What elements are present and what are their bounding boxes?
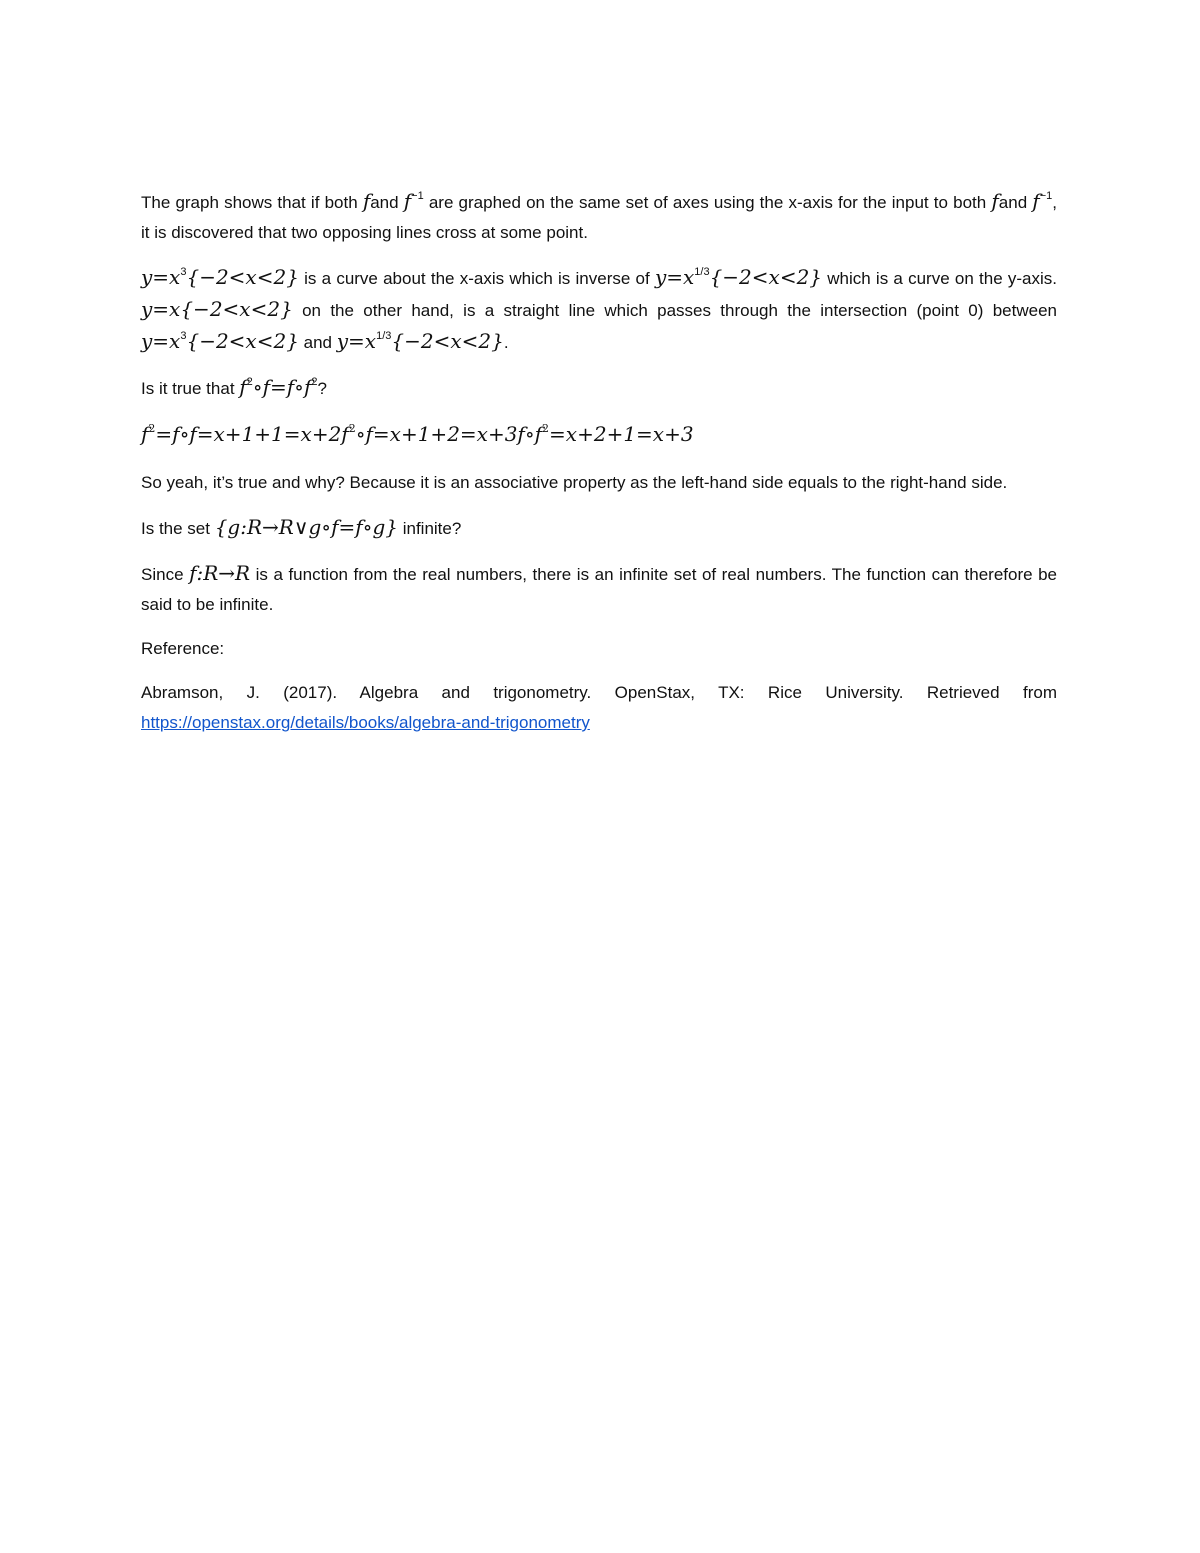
math-superscript: 3 [180, 266, 187, 278]
answer-associative: So yeah, it’s true and why? Because it is an associative property as the left-hand side equals to the right-hand side. [141, 473, 1008, 492]
math-function: f:R→R [189, 561, 251, 585]
math-f: f [362, 189, 371, 213]
math-set: {g:R→R∨g∘f=f∘g} [214, 515, 398, 539]
math-part: ∘f=x+1+2=x+3f∘f [355, 422, 543, 446]
math-f: f [991, 189, 999, 213]
math-equation: ∘f=f∘f [252, 375, 312, 399]
math-superscript: 3 [180, 330, 187, 342]
text-span: which is a curve on the y-axis. [822, 269, 1057, 288]
math-domain: {−2<x<2} [391, 329, 504, 353]
text-span: Since [141, 565, 190, 584]
math-superscript: 2 [542, 422, 550, 435]
math-domain: {−2<x<2} [709, 265, 823, 289]
paragraph-curves [141, 262, 1057, 358]
text-span: and [998, 193, 1033, 212]
math-superscript: 2 [246, 376, 253, 388]
text-span: Is the set [141, 519, 215, 538]
text-span: , it is discovered that two opposing lines cross at some point. [141, 193, 1057, 242]
math-equation: y=x [141, 329, 181, 353]
math-superscript: −1 [411, 190, 424, 202]
equation-line [141, 418, 1057, 450]
answer-infinite [141, 558, 1057, 620]
math-equation: y=x{−2<x<2} [141, 297, 293, 321]
document-body [141, 186, 1057, 752]
math-superscript: 1/3 [376, 330, 392, 342]
math-superscript: 2 [348, 422, 356, 435]
math-superscript: 1/3 [694, 266, 710, 278]
reference-heading: Reference: [141, 639, 225, 658]
reference-entry [141, 678, 1057, 738]
text-span: are graphed on the same set of axes using the x-axis for the input to both [423, 193, 992, 212]
text-span: ? [317, 379, 327, 398]
math-part: =x+2+1=x+3 [549, 422, 694, 446]
text-span: and [298, 333, 337, 352]
math-superscript: −1 [1039, 190, 1053, 202]
text-span: is a curve about the x-axis which is inverse of [298, 269, 655, 288]
text-span: infinite? [397, 519, 462, 538]
question-set-infinite [141, 512, 1057, 544]
text-span: . [503, 333, 509, 352]
math-part: =f∘f=x+1+1=x+2f [155, 422, 349, 446]
math-domain: {−2<x<2} [186, 329, 299, 353]
paragraph-graph-explanation [141, 186, 1057, 248]
math-domain: {−2<x<2} [186, 265, 299, 289]
math-superscript: 2 [311, 376, 318, 388]
math-f: f [239, 375, 247, 399]
text-span: The graph shows that if both [141, 193, 363, 212]
math-equation: y=x [141, 265, 181, 289]
math-equation: y=x [654, 265, 695, 289]
text-span: on the other hand, is a straight line which passes through the intersection (point 0) between [292, 301, 1057, 320]
question-composition [141, 372, 1057, 404]
math-superscript: 2 [148, 422, 156, 435]
reference-text: Abramson, J. (2017). Algebra and trigonometry. OpenStax, TX: Rice University. Retrieved from [141, 683, 1057, 702]
reference-link[interactable]: https://openstax.org/details/books/algebra-and-trigonometry [141, 713, 590, 732]
text-span: Is it true that [141, 379, 240, 398]
text-span: and [370, 193, 404, 212]
math-part: f [141, 422, 149, 446]
math-equation: y=x [336, 329, 377, 353]
text-span: is a function from the real numbers, there is an infinite set of real numbers. The function can therefore be said to be infinite. [141, 565, 1058, 614]
math-f-inverse: f [403, 189, 412, 213]
math-f-inverse: f [1032, 189, 1040, 213]
